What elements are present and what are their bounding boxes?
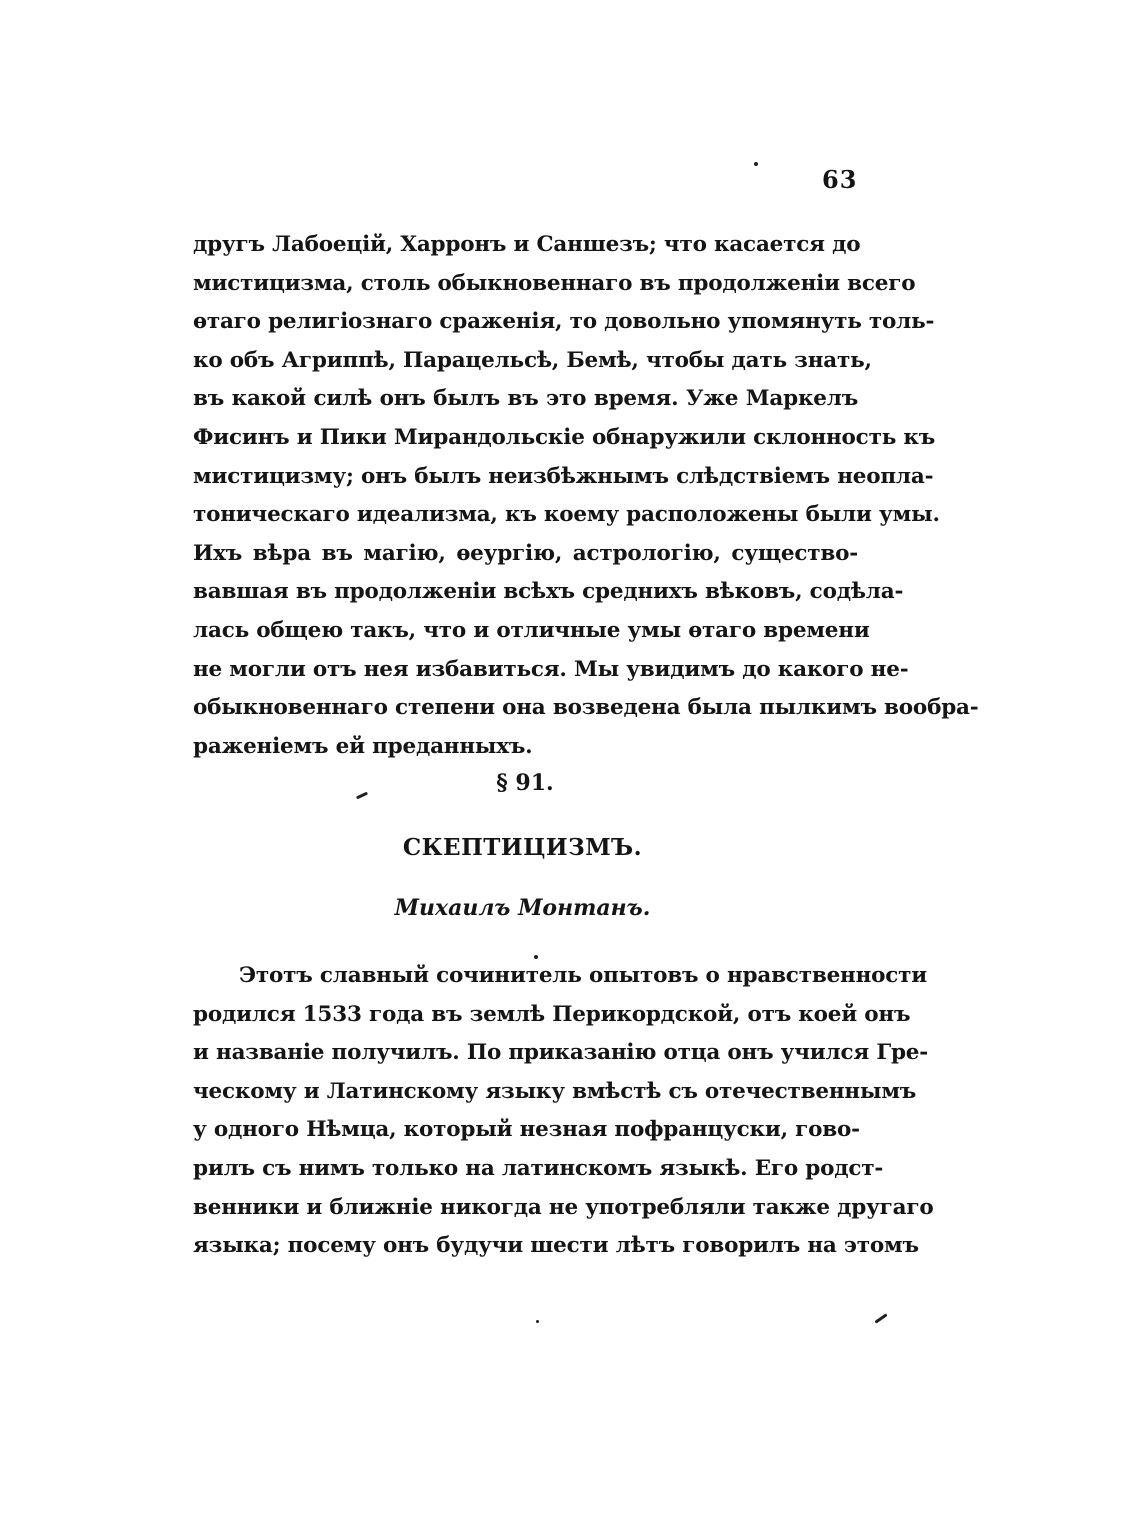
text-line: родился 1533 года въ землѣ Перикордской, отъ коей онъ (193, 1001, 911, 1027)
scan-speck (534, 955, 538, 959)
text-line: тоническаго идеализма, къ коему расположены были умы. (193, 502, 940, 528)
text-line: и названіе получилъ. По приказанію отца онъ учился Гре- (193, 1040, 929, 1066)
paragraph-mysticism (193, 226, 979, 766)
text-line: рилъ съ нимъ только на латинскомъ языкѣ. Его родст- (193, 1155, 884, 1181)
section-number: § 91. (496, 770, 554, 796)
scan-speck (874, 1313, 887, 1323)
text-line: языка; посему онъ будучи шести лѣтъ говорилъ на этомъ (193, 1233, 919, 1259)
text-line: обыкновеннаго степени она возведена была пылкимъ вообра- (193, 695, 979, 721)
text-line: не могли отъ нея избавиться. Мы увидимъ до какого не- (193, 656, 909, 682)
section-subtitle: Михаилъ Монтанъ. (394, 895, 651, 921)
scan-speck (536, 1320, 539, 1323)
scan-speck (754, 162, 758, 166)
text-line: мистицизму; онъ былъ неизбѣжнымъ слѣдствіемъ неопла- (193, 463, 934, 489)
text-line: лась общею такъ, что и отличные умы ѳтаго времени (193, 617, 870, 643)
text-line: ческому и Латинскому языку вмѣстѣ съ отечественнымъ (193, 1078, 917, 1104)
section-title: СКЕПТИЦИЗМЪ. (402, 834, 643, 861)
text-line: вавшая въ продолженіи всѣхъ среднихъ вѣковъ, содѣла- (193, 579, 904, 605)
text-line: въ какой силѣ онъ былъ въ это время. Уже Маркелъ (193, 386, 858, 412)
text-line: у одного Нѣмца, который незная пофранцуски, гово- (193, 1117, 860, 1143)
text-line: Фисинъ и Пики Мирандольскіе обнаружили склонность къ (193, 424, 935, 450)
text-line: раженіемъ ей преданныхъ. (193, 733, 533, 759)
text-line: мистицизма, столь обыкновеннаго въ продолженіи всего (193, 270, 916, 296)
page-number: 63 (822, 165, 858, 194)
text-line: ѳтаго религіознаго сраженія, то довольно упомянуть толь- (193, 309, 935, 335)
text-line: венники и ближніе никогда не употребляли также другаго (193, 1194, 934, 1220)
text-line: другъ Лабоецій, Харронъ и Саншезъ; что касается до (193, 232, 861, 257)
text-line: Ихъ вѣра въ магію, ѳеургію, астрологію, существо- (193, 540, 858, 566)
text-line: ко объ Агриппѣ, Парацельсѣ, Бемѣ, чтобы дать знать, (193, 347, 872, 373)
text-line: Этотъ славный сочинитель опытовъ о нравственности (239, 963, 928, 988)
paragraph-montaigne (193, 957, 934, 1266)
